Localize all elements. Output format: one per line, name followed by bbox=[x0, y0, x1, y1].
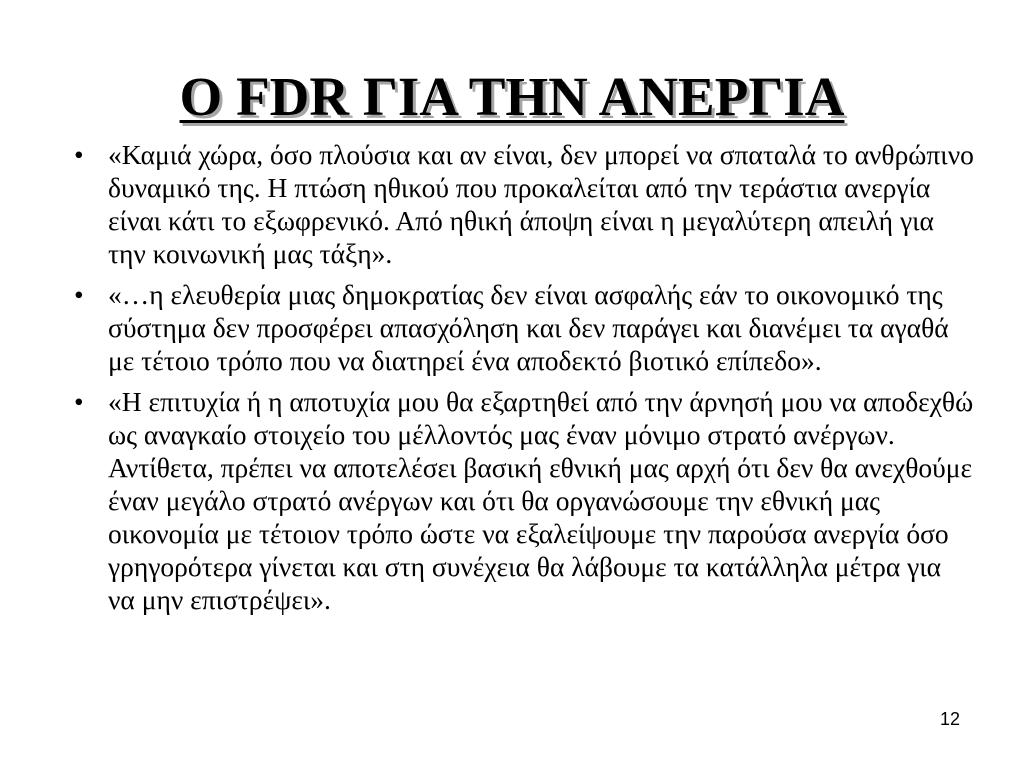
bullet-item bbox=[74, 278, 974, 377]
slide-title: Ο FDR ΓΙΑ ΤΗΝ ΑΝΕΡΓΙΑ bbox=[179, 66, 845, 127]
bullet-list bbox=[74, 138, 974, 624]
bullet-dot-icon: • bbox=[74, 139, 84, 170]
bullet-text: «Η επιτυχία ή η αποτυχία μου θα εξαρτηθεί από την άρνησή μου να αποδεχθώ ως αναγκαίο στοιχείο του μέλλοντός μας έναν μόνιμο στρατό ανέργων. Αντίθετα, πρέπει να αποτελέσει βασική εθνική μας αρχή ότι δεν θα ανεχθούμε έναν μεγάλο στρατό ανέργων και ότι θα οργανώσουμε την εθνική μας οικονομία με τέτοιον τρόπο ώστε να εξαλείψουμε την παρούσα ανεργία όσο γρηγορότερα γίνεται και στη συνέχεια θα λάβουμε τα κατάλληλα μέτρα για να μην επιστρέψει». bbox=[108, 386, 974, 615]
bullet-text: «…η ελευθερία μιας δημοκρατίας δεν είναι ασφαλής εάν το οικονομικό της σύστημα δεν προσφέρει απασχόληση και δεν παράγει και διανέμει τα αγαθά με τέτοιο τρόπο που να διατηρεί ένα αποδεκτό βιοτικό επίπεδο». bbox=[108, 279, 949, 376]
bullet-dot-icon: • bbox=[74, 386, 84, 417]
bullet-text: «Καμιά χώρα, όσο πλούσια και αν είναι, δεν μπορεί να σπαταλά το ανθρώπινο δυναμικό της. Η πτώση ηθικού που προκαλείται από την τεράστια ανεργία είναι κάτι το εξωφρενικό. Από ηθική άποψη είναι η μεγαλύτερη απειλή για την κοινωνική μας τάξη». bbox=[108, 139, 974, 269]
page-number: 12 bbox=[940, 709, 961, 729]
bullet-dot-icon: • bbox=[74, 279, 84, 310]
bullet-item bbox=[74, 138, 974, 270]
bullet-item bbox=[74, 385, 974, 616]
